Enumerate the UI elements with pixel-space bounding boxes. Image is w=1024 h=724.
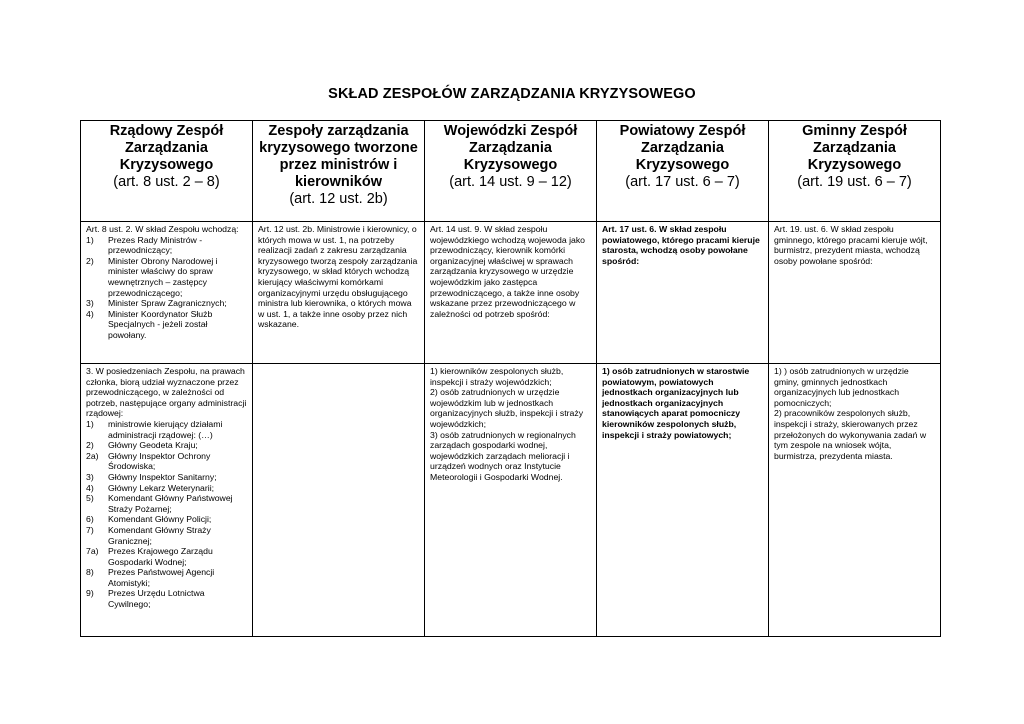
- header-title: Rządowy Zespół Zarządzania Kryzysowego: [109, 123, 224, 173]
- cell-voivodeship-members: [425, 364, 597, 637]
- list-item: 2) pracowników zespolonych służb, inspekcji i straży, skierowanych przez przełożonych do wykonywania zadań w tym zespole na wniosek wójta, burmistrza, prezydenta miasta.: [774, 408, 927, 461]
- crisis-teams-table: [80, 120, 941, 637]
- cell-voivodeship-composition: Art. 14 ust. 9. W skład zespołu wojewódzkiego wchodzą wojewoda jako przewodniczący, kierownik komórki organizacyjnej właściwej w sprawach zarządzania kryzysowego w urzędzie wojewódzkim jako zastępca przewodniczącego, a także inne osoby wskazane przez przewodniczącego w zależności od potrzeb spośród:: [425, 222, 597, 364]
- cell-county-composition: Art. 17 ust. 6. W skład zespołu powiatowego, którego pracami kieruje starosta, wchodzą osoby powołane spośród:: [597, 222, 769, 364]
- list-item: 4) Minister Koordynator Służb Specjalnych - jeżeli został powołany.: [86, 308, 213, 340]
- cell-municipal-composition: Art. 19. ust. 6. W skład zespołu gminnego, którego pracami kieruje wójt, burmistrz, prezydent miasta, wchodzą osoby powołane spośród:: [769, 222, 941, 364]
- cell-government-participants: [81, 364, 253, 637]
- header-title: Zespoły zarządzania kryzysowego tworzone przez ministrów i kierowników: [259, 123, 418, 190]
- list-item: 2a) Główny Inspektor Ochrony Środowiska;: [86, 450, 211, 472]
- header-municipal-team: [769, 121, 941, 222]
- list-item: 8) Prezes Państwowej Agencji Atomistyki;: [86, 567, 215, 588]
- cell-government-composition: [81, 222, 253, 364]
- cell-ministerial-empty: [253, 364, 425, 637]
- cell-municipal-members: [769, 364, 941, 637]
- header-title: Gminny Zespół Zarządzania Kryzysowego: [802, 123, 907, 173]
- list-item: 3) osób zatrudnionych w regionalnych zarządach gospodarki wodnej, wojewódzkich zarządach melioracji i urządzeń wodnych oraz Instytucie Meteorologii i Gospodarki Wodnej.: [430, 429, 576, 482]
- list-item: 7) Komendant Główny Straży Granicznej;: [86, 524, 211, 546]
- list-item: 2) Minister Obrony Narodowej i minister właściwy do spraw wewnętrznych – zastępcy przewodniczącego;: [86, 255, 218, 298]
- list-item: 4) Główny Lekarz Weterynarii;: [86, 482, 215, 493]
- header-article: (art. 19 ust. 6 – 7): [797, 174, 912, 190]
- header-article: (art. 17 ust. 6 – 7): [625, 174, 740, 190]
- list-item: 2) Główny Geodeta Kraju;: [86, 440, 198, 451]
- header-ministerial-teams: [253, 121, 425, 222]
- header-voivodeship-team: [425, 121, 597, 222]
- list-item: 6) Komendant Główny Policji;: [86, 514, 212, 525]
- list-item: 3) Główny Inspektor Sanitarny;: [86, 471, 217, 482]
- list-item: 3) Minister Spraw Zagranicznych;: [86, 298, 227, 309]
- member-list: [86, 235, 247, 341]
- list-item: 1) Prezes Rady Ministrów - przewodniczący;: [86, 234, 203, 256]
- list-item: 5) Komendant Główny Państwowej Straży Pożarnej;: [86, 493, 233, 514]
- list-item: 1) ) osób zatrudnionych w urzędzie gminy, gminnych jednostkach organizacyjnych lub jednostkach pomocniczych;: [774, 366, 909, 408]
- list-item: 2) osób zatrudnionych w urzędzie wojewódzkim lub w jednostkach organizacyjnych służb, inspekcji i straży wojewódzkich;: [430, 387, 584, 429]
- table-row: [81, 222, 941, 364]
- cell-county-members: [597, 364, 769, 637]
- table-row: [81, 364, 941, 637]
- list-item: 9) Prezes Urzędu Lotnictwa Cywilnego;: [86, 588, 205, 610]
- list-item: 1) kierowników zespolonych służb, inspekcji i straży wojewódzkich;: [430, 366, 564, 387]
- cell-ministerial-composition: Art. 12 ust. 2b. Ministrowie i kierownicy, o których mowa w ust. 1, na potrzeby realizacji zadań z zakresu zarządzania kryzysowego tworzą zespoły zarządzania kryzysowego, w skład których wchodzą kierujący właściwymi komórkami organizacyjnymi urzędu obsługującego ministra lub kierownika, o których mowa w ust. 1, a także inne osoby przez nich wskazane.: [253, 222, 425, 364]
- list-item: 7a) Prezes Krajowego Zarządu Gospodarki Wodnej;: [86, 546, 213, 567]
- cell-intro: Art. 8 ust. 2. W skład Zespołu wchodzą:: [86, 224, 239, 234]
- cell-intro: 3. W posiedzeniach Zespołu, na prawach członka, biorą udział wyznaczone przez przewodniczącego, w zależności od potrzeb, następujące organy administracji rządowej:: [86, 366, 247, 419]
- header-article: (art. 14 ust. 9 – 12): [449, 174, 572, 190]
- header-title: Wojewódzki Zespół Zarządzania Kryzysowego: [443, 123, 578, 173]
- list-item: 1) osób zatrudnionych w starostwie powiatowym, powiatowych jednostkach organizacyjnych lub jednostkach organizacyjnych stanowiących aparat pomocniczy kierowników zespolonych służb, inspekcji i straży powiatowych;: [602, 366, 750, 440]
- header-government-team: [81, 121, 253, 222]
- header-article: (art. 12 ust. 2b): [289, 191, 388, 207]
- document-title: SKŁAD ZESPOŁÓW ZARZĄDZANIA KRYZYSOWEGO: [328, 86, 696, 102]
- header-title: Powiatowy Zespół Zarządzania Kryzysowego: [619, 123, 746, 173]
- table-header-row: [81, 121, 941, 222]
- list-item: 1) ministrowie kierujący działami administracji rządowej: (…): [86, 418, 223, 440]
- header-county-team: [597, 121, 769, 222]
- header-article: (art. 8 ust. 2 – 8): [113, 174, 220, 190]
- participant-list: [86, 419, 247, 610]
